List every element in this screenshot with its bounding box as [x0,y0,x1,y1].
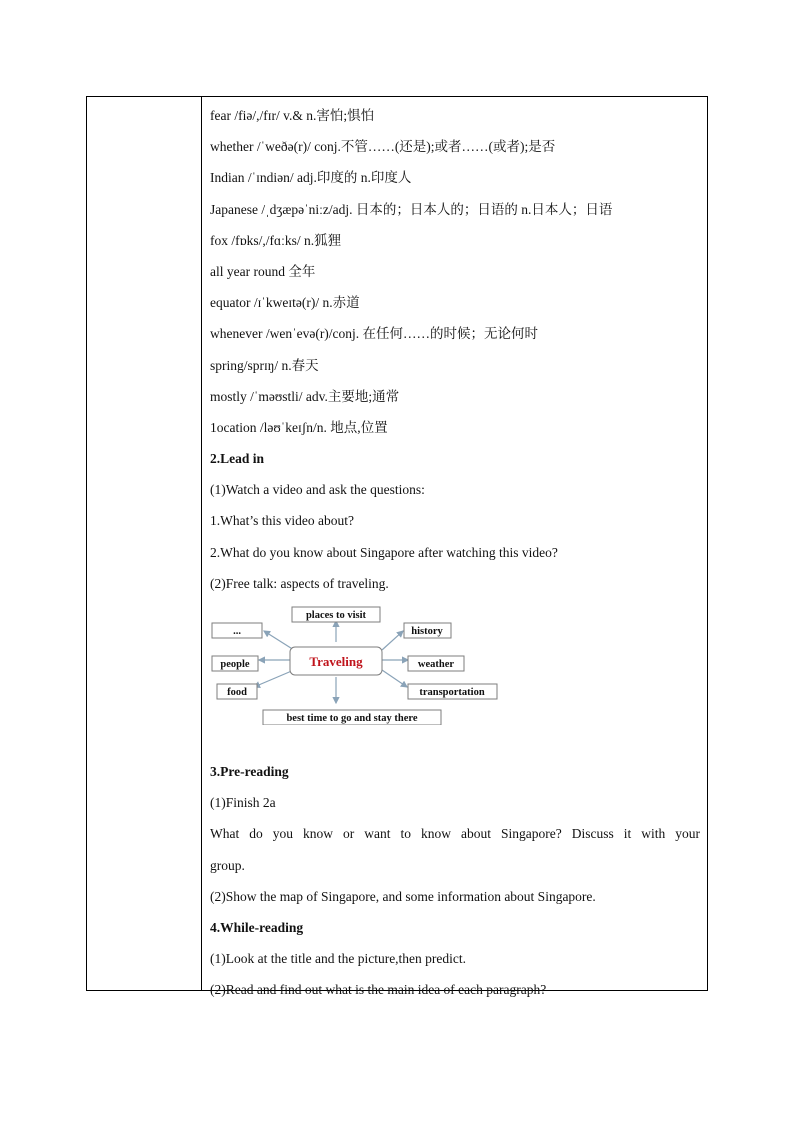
vocab-line: mostly /ˈməʊstli/ adv.主要地;通常 [210,388,400,404]
lead-in-line: 2.What do you know about Singapore after watching this video? [210,544,558,560]
while-reading-line: (2)Read and find out what is the main idea of each paragraph? [210,982,547,998]
while-reading-heading: 4.While-reading [210,919,304,935]
pre-reading-line: (1)Finish 2a [210,795,276,811]
vocab-line: whenever /wenˈevə(r)/conj. 在任何……的时候；无论何时 [210,326,539,342]
vocab-line: all year round 全年 [210,263,316,279]
lead-in-line: (1)Watch a video and ask the questions: [210,482,425,498]
mindmap-right-label: transportation [419,687,485,698]
vocab-line: equator /ɪˈkweɪtə(r)/ n.赤道 [210,295,360,311]
mindmap-left-label: food [227,687,247,698]
table-column-divider [201,96,202,991]
lead-in-line: 1.What’s this video about? [210,513,354,529]
traveling-mindmap [210,599,700,756]
vocab-line: whether /ˈweðə(r)/ conj.不管……(还是);或者……(或者);是否 [210,139,556,155]
mindmap-center-label: Traveling [309,654,363,669]
vocab-line: fear /fiə/,/fɪr/ v.& n.害怕;惧怕 [210,108,375,123]
mindmap-top-label: places to visit [305,610,367,621]
vocab-line: Indian /ˈɪndiən/ adj.印度的 n.印度人 [210,170,412,186]
lesson-content [210,100,700,1006]
vocab-line: spring/sprɪŋ/ n.春天 [210,357,319,373]
mindmap-left-label: ... [233,626,241,637]
mindmap-left-label: people [220,659,250,670]
vocab-line: fox /fɒks/,/fɑːks/ n.狐狸 [210,232,342,248]
pre-reading-line: group. [210,857,245,873]
mindmap-right-label: history [411,626,443,637]
pre-reading-line: (2)Show the map of Singapore, and some information about Singapore. [210,888,596,904]
pre-reading-heading: 3.Pre-reading [210,764,289,779]
vocab-line: Japanese /ˌdʒæpəˈniːz/adj. 日本的；日本人的；日语的 n.日本人；日语 [210,201,613,217]
lead-in-heading: 2.Lead in [210,451,265,467]
while-reading-line: (1)Look at the title and the picture,then predict. [210,951,467,967]
vocab-line: 1ocation /ləʊˈkeɪʃn/n. 地点,位置 [210,419,388,435]
lead-in-line: (2)Free talk: aspects of traveling. [210,575,389,591]
pre-reading-line: What do you know or want to know about Singapore? Discuss it with your [210,826,700,842]
mindmap-bottom-label: best time to go and stay there [286,713,418,724]
mindmap-right-label: weather [417,659,455,670]
